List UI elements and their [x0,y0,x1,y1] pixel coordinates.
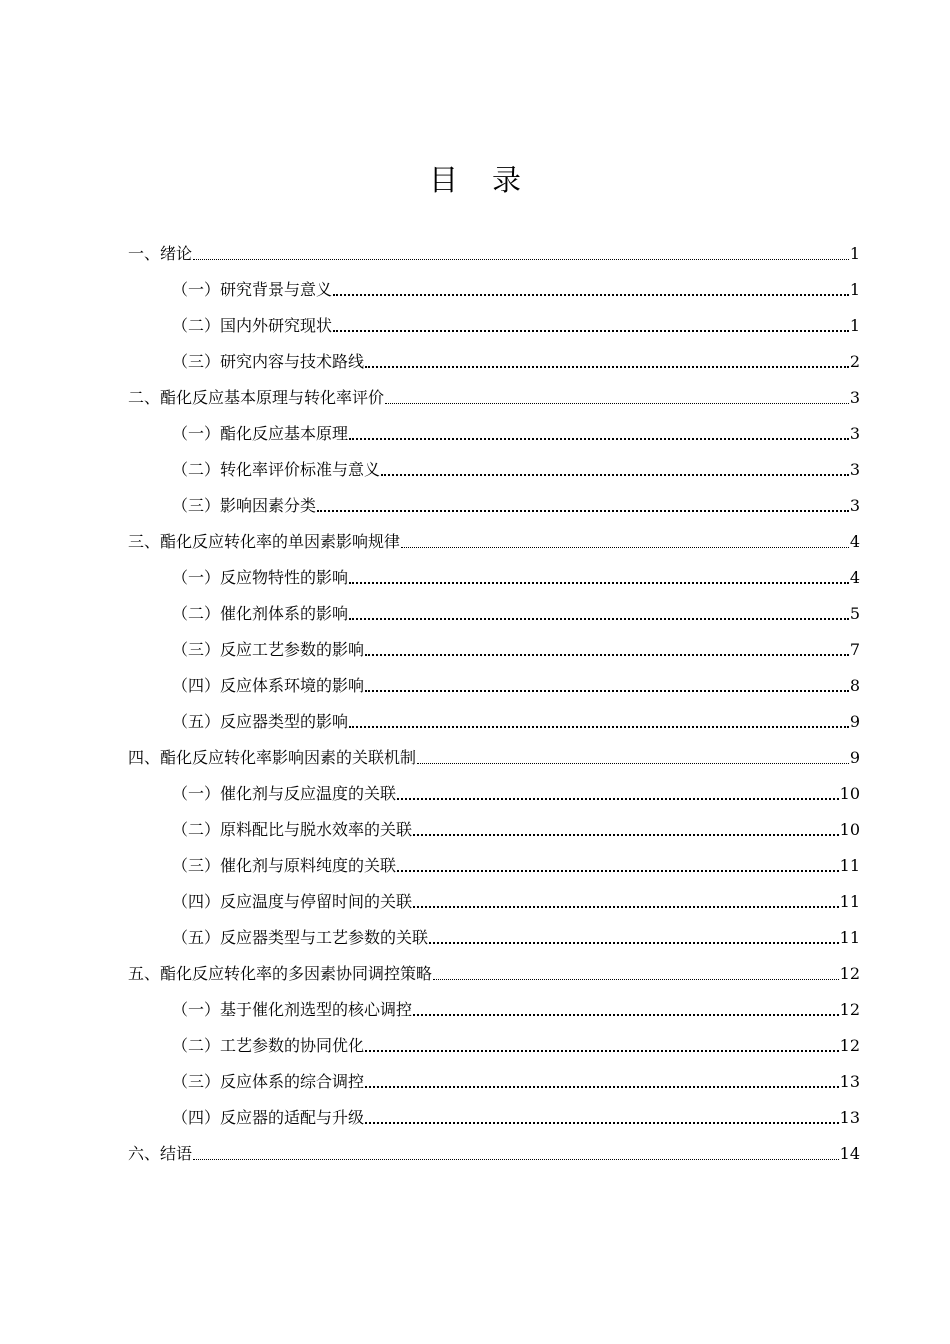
toc-entry-label: （二）工艺参数的协同优化 [172,1036,365,1055]
toc-entry-page-number: 2 [849,352,860,371]
toc-section-entry[interactable] [128,704,860,740]
toc-entry-label: （三）影响因素分类 [172,496,317,515]
toc-entry-page-number: 11 [839,856,860,875]
toc-section-entry[interactable] [128,308,860,344]
toc-dot-leader [365,689,849,692]
toc-dot-leader [193,1158,839,1160]
toc-section-entry[interactable] [128,272,860,308]
toc-entry-label: （一）催化剂与反应温度的关联 [172,784,397,803]
toc-chapter-entry[interactable] [128,380,860,416]
toc-dot-leader [413,833,839,836]
toc-entry-label: 四、酯化反应转化率影响因素的关联机制 [128,748,417,767]
toc-entry-page-number: 3 [849,496,860,515]
toc-entry-page-number: 9 [849,748,860,767]
toc-dot-leader [365,1085,839,1088]
toc-section-entry[interactable] [128,1064,860,1100]
toc-section-entry[interactable] [128,848,860,884]
toc-entry-label: （二）国内外研究现状 [172,316,333,335]
toc-entry-page-number: 5 [849,604,860,623]
toc-dot-leader [365,365,849,368]
toc-title [0,158,950,202]
toc-entry-label: （三）研究内容与技术路线 [172,352,365,371]
toc-dot-leader [317,509,849,512]
table-of-contents [128,236,860,1172]
toc-section-entry[interactable] [128,668,860,704]
toc-entry-page-number: 14 [839,1144,860,1163]
toc-chapter-entry[interactable] [128,740,860,776]
toc-section-entry[interactable] [128,488,860,524]
toc-entry-label: （三）反应体系的综合调控 [172,1072,365,1091]
toc-dot-leader [349,581,849,584]
toc-entry-page-number: 9 [849,712,860,731]
toc-entry-label: （三）催化剂与原料纯度的关联 [172,856,397,875]
toc-title-char-1: 目 [428,163,458,197]
toc-entry-page-number: 1 [849,244,860,263]
toc-section-entry[interactable] [128,812,860,848]
toc-entry-label: （二）催化剂体系的影响 [172,604,349,623]
toc-entry-label: （四）反应体系环境的影响 [172,676,365,695]
toc-entry-page-number: 1 [849,316,860,335]
toc-dot-leader [413,905,839,908]
toc-entry-page-number: 3 [849,388,860,407]
toc-chapter-entry[interactable] [128,524,860,560]
toc-section-entry[interactable] [128,776,860,812]
toc-section-entry[interactable] [128,560,860,596]
toc-section-entry[interactable] [128,416,860,452]
toc-section-entry[interactable] [128,632,860,668]
toc-entry-page-number: 10 [839,820,860,839]
toc-dot-leader [333,329,849,332]
toc-entry-label: 五、酯化反应转化率的多因素协同调控策略 [128,964,433,983]
toc-dot-leader [193,258,849,260]
toc-entry-label: 六、结语 [128,1144,193,1163]
toc-section-entry[interactable] [128,1028,860,1064]
toc-entry-label: （一）反应物特性的影响 [172,568,349,587]
toc-dot-leader [417,762,849,764]
toc-entry-label: 二、酯化反应基本原理与转化率评价 [128,388,385,407]
toc-dot-leader [433,978,839,980]
toc-entry-page-number: 12 [839,964,860,983]
toc-section-entry[interactable] [128,596,860,632]
toc-section-entry[interactable] [128,992,860,1028]
toc-section-entry[interactable] [128,452,860,488]
toc-section-entry[interactable] [128,1100,860,1136]
toc-entry-page-number: 1 [849,280,860,299]
toc-chapter-entry[interactable] [128,236,860,272]
toc-dot-leader [385,402,849,404]
toc-entry-page-number: 12 [839,1000,860,1019]
toc-entry-label: （一）酯化反应基本原理 [172,424,349,443]
toc-dot-leader [429,941,839,944]
toc-entry-page-number: 10 [839,784,860,803]
toc-entry-label: （五）反应器类型的影响 [172,712,349,731]
toc-entry-page-number: 4 [849,532,860,551]
toc-entry-page-number: 13 [839,1072,860,1091]
toc-entry-page-number: 12 [839,1036,860,1055]
toc-entry-page-number: 3 [849,424,860,443]
toc-entry-page-number: 8 [849,676,860,695]
toc-entry-page-number: 4 [849,568,860,587]
toc-dot-leader [349,617,849,620]
toc-entry-page-number: 13 [839,1108,860,1127]
toc-entry-label: （二）转化率评价标准与意义 [172,460,381,479]
toc-dot-leader [349,725,849,728]
toc-chapter-entry[interactable] [128,956,860,992]
toc-dot-leader [349,437,849,440]
toc-entry-label: （四）反应温度与停留时间的关联 [172,892,413,911]
toc-dot-leader [381,473,849,476]
toc-entry-label: （一）基于催化剂选型的核心调控 [172,1000,413,1019]
toc-entry-label: 三、酯化反应转化率的单因素影响规律 [128,532,401,551]
toc-section-entry[interactable] [128,344,860,380]
toc-entry-label: 一、绪论 [128,244,193,263]
toc-entry-label: （四）反应器的适配与升级 [172,1108,365,1127]
toc-entry-label: （二）原料配比与脱水效率的关联 [172,820,413,839]
toc-entry-page-number: 3 [849,460,860,479]
toc-title-char-2: 录 [492,163,522,197]
toc-entry-page-number: 7 [849,640,860,659]
toc-dot-leader [365,1121,839,1124]
toc-dot-leader [397,797,839,800]
toc-section-entry[interactable] [128,920,860,956]
toc-dot-leader [333,293,849,296]
toc-entry-label: （五）反应器类型与工艺参数的关联 [172,928,429,947]
toc-dot-leader [397,869,839,872]
toc-entry-page-number: 11 [839,892,860,911]
toc-entry-label: （一）研究背景与意义 [172,280,333,299]
toc-dot-leader [365,653,849,656]
toc-dot-leader [401,546,849,548]
toc-chapter-entry[interactable] [128,1136,860,1172]
toc-section-entry[interactable] [128,884,860,920]
toc-entry-label: （三）反应工艺参数的影响 [172,640,365,659]
toc-dot-leader [365,1049,839,1052]
toc-dot-leader [413,1013,839,1016]
toc-entry-page-number: 11 [839,928,860,947]
